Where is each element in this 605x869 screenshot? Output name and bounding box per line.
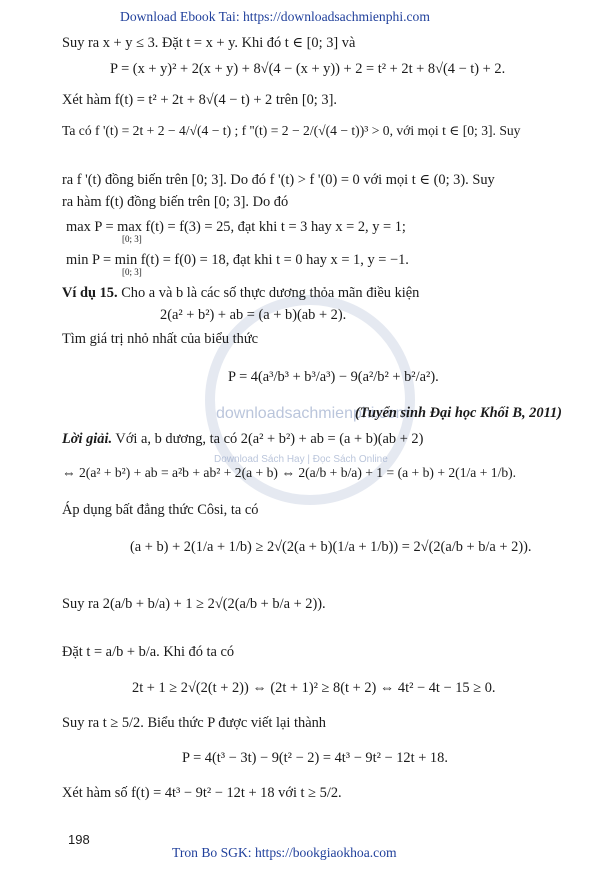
text-line-5: ra f '(t) đồng biến trên [0; 3]. Do đó f '(t) > f '(0) = 0 với mọi t ∈ (0; 3). Suy [62,172,495,188]
watermark-site: downloadsachmienphi.com [216,405,409,422]
text-line-3: Xét hàm f(t) = t² + 2t + 8√(4 − t) + 2 trên [0; 3]. [62,92,337,108]
text-line-23: Xét hàm số f(t) = 4t³ − 9t² − 12t + 18 với t ≥ 5/2. [62,785,342,801]
example-text: Cho a và b là các số thực dương thỏa mãn điều kiện [117,285,420,301]
solution-line [62,432,423,446]
solution-text: Với a, b dương, ta có 2(a² + b²) + ab = (a + b)(ab + 2) [112,431,424,447]
solution-label: Lời giải. [62,431,113,447]
max-line: max P = max f(t) = f(3) = 25, đạt khi t = 3 hay x = 2, y = 1; [66,219,406,235]
source-citation: (Tuyển sinh Đại học Khối B, 2011) [355,405,562,421]
formula-line-15: ⇔ 2(a² + b²) + ab = a²b + ab² + 2(a + b) ⇔ 2(a/b + b/a) + 1 = (a + b) + 2(1/a + 1/b). [62,465,517,480]
max-subscript: [0; 3] [122,234,142,244]
formula-line-20: 2t + 1 ≥ 2√(2(t + 2)) ⇔ (2t + 1)² ≥ 8(t + 2) ⇔ 4t² − 4t − 15 ≥ 0. [132,680,496,696]
text-line-16: Áp dụng bất đẳng thức Côsi, ta có [62,502,259,518]
text-line-11: Tìm giá trị nhỏ nhất của biểu thức [62,331,259,347]
watermark-tagline: Download Sách Hay | Đọc Sách Online [214,454,388,465]
formula-line-17: (a + b) + 2(1/a + 1/b) ≥ 2√(2(a + b)(1/a + 1/b)) = 2√(2(a/b + b/a + 2)). [130,539,532,555]
text-line-4: Ta có f '(t) = 2t + 2 − 4/√(4 − t) ; f ''(t) = 2 − 2/(√(4 − t))³ > 0, với mọi t ∈ [0; 3]. Suy [62,123,521,138]
text-line-18: Suy ra 2(a/b + b/a) + 1 ≥ 2√(2(a/b + b/a + 2)). [62,596,326,612]
text-line-1: Suy ra x + y ≤ 3. Đặt t = x + y. Khi đó t ∈ [0; 3] và [62,35,356,51]
formula-line-22: P = 4(t³ − 3t) − 9(t² − 2) = 4t³ − 9t² − 12t + 18. [182,750,448,766]
header-link-text[interactable]: Download Ebook Tai: https://downloadsachmienphi.com [120,9,430,24]
footer-link-text[interactable]: Tron Bo SGK: https://bookgiaokhoa.com [172,845,397,860]
expression-P: P = 4(a³/b³ + b³/a³) − 9(a²/b² + b²/a²). [228,369,439,385]
min-line: min P = min f(t) = f(0) = 18, đạt khi t = 0 hay x = 1, y = −1. [66,252,409,268]
example-label: Ví dụ 15. [62,285,118,301]
text-line-19: Đặt t = a/b + b/a. Khi đó ta có [62,644,235,660]
min-subscript: [0; 3] [122,267,142,277]
page-number: 198 [68,832,90,847]
example-line [62,286,419,300]
text-line-21: Suy ra t ≥ 5/2. Biểu thức P được viết lại thành [62,715,326,731]
text-line-6: ra hàm f(t) đồng biến trên [0; 3]. Do đó [62,194,289,210]
formula-line-2: P = (x + y)² + 2(x + y) + 8√(4 − (x + y)) + 2 = t² + 2t + 8√(4 − t) + 2. [110,61,506,77]
condition-formula: 2(a² + b²) + ab = (a + b)(ab + 2). [160,307,347,323]
